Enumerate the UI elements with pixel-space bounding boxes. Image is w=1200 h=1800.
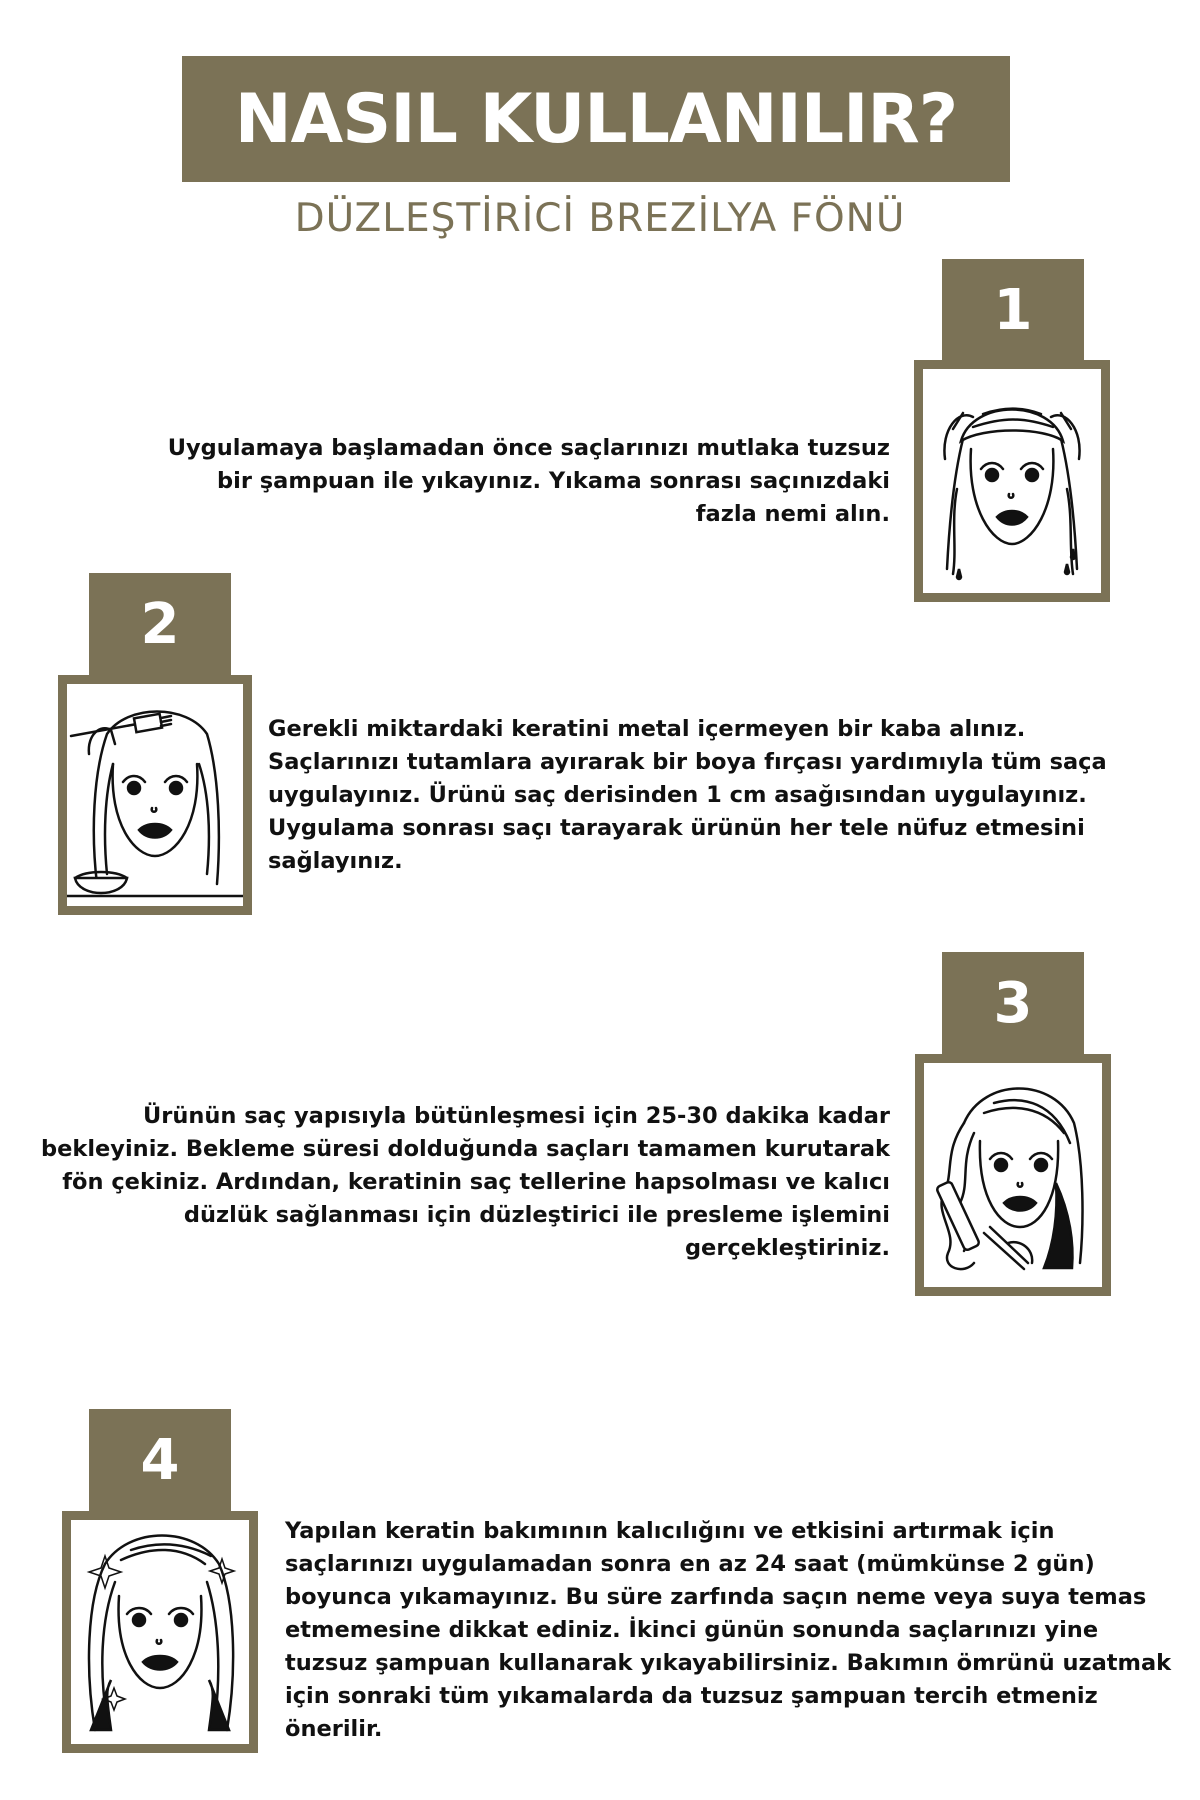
title-banner — [182, 56, 1010, 182]
woman-straightening-hair-icon — [915, 1054, 1111, 1296]
step-4-text: Yapılan keratin bakımının kalıcılığını ve etkisini artırmak için saçlarınızı uygulamadan sonra en az 24 saat (mümkünse 2 gün) boyunca yıkamayınız. Bu süre zarfında saçın neme veya suya temas etmemesine dikkat ediniz. İkinci günün sonunda saçlarınızı yine tuzsuz şampuan kullanarak yıkayabilirsiniz. Bakımın ömrünü uzatmak için sonraki tüm yıkamalarda da tuzsuz şampuan tercih etmeniz önerilir. — [285, 1518, 1172, 1742]
step-4-number: 4 — [140, 1427, 180, 1493]
step-1-number: 1 — [993, 277, 1033, 343]
woman-shiny-straight-hair-icon — [62, 1511, 258, 1753]
woman-towel-drying-hair-icon — [914, 360, 1110, 602]
step-3-text: Ürünün saç yapısıyla bütünleşmesi için 25-30 dakika kadar bekleyiniz. Bekleme süresi dolduğunda saçları tamamen kurutarak fön çekiniz. Ardından, keratinin saç tellerine hapsolması ve kalıcı düzlük sağlanması için düzleştirici ile presleme işlemini gerçekleştiriniz. — [41, 1103, 890, 1261]
step-1-text: Uygulamaya başlamadan önce saçlarınızı mutlaka tuzsuz bir şampuan ile yıkayınız. Yıkama sonrası saçınızdaki fazla nemi alın. — [167, 435, 890, 527]
step-2-number-badge — [89, 573, 231, 675]
step-3-number: 3 — [993, 970, 1033, 1036]
step-4-number-badge — [89, 1409, 231, 1511]
step-1-number-badge — [942, 259, 1084, 361]
woman-applying-keratin-brush-icon — [58, 675, 252, 915]
page-title: NASIL KULLANILIR? — [234, 79, 958, 159]
step-2-text: Gerekli miktardaki keratini metal içermeyen bir kaba alınız. Saçlarınızı tutamlara ayırarak bir boya fırçası yardımıyla tüm saça uygulayınız. Ürünü saç derisinden 1 cm asağısından uygulayınız. Uygulama sonrası saçı tarayarak ürünün her tele nüfuz etmesini sağlayınız. — [268, 716, 1107, 874]
page-subtitle: DÜZLEŞTİRİCİ BREZİLYA FÖNÜ — [294, 196, 906, 241]
step-2-number: 2 — [140, 591, 180, 657]
step-3-number-badge — [942, 952, 1084, 1054]
